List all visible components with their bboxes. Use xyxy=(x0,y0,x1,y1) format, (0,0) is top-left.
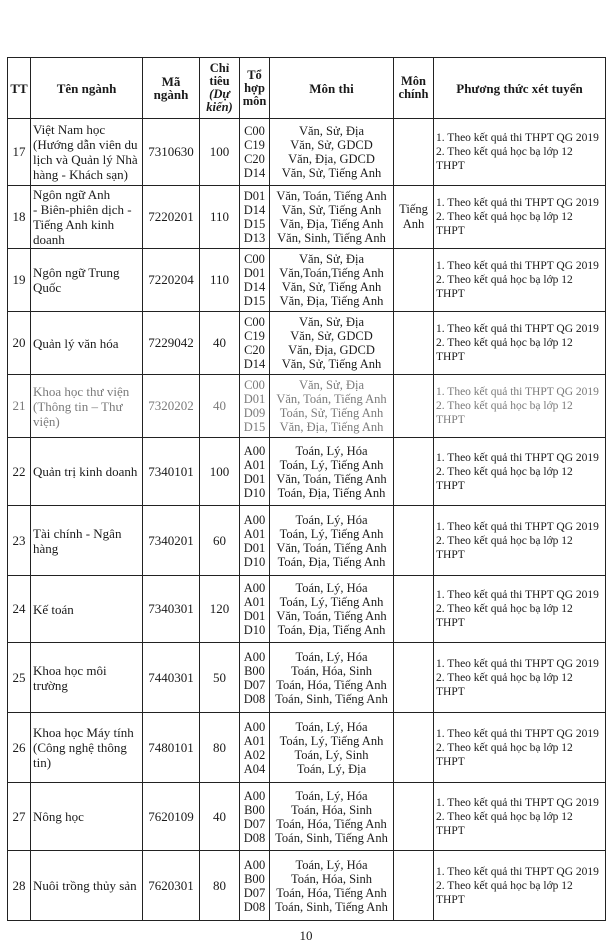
combo-cell xyxy=(240,643,270,713)
combo-code: D10 xyxy=(243,485,266,500)
row-number: 21 xyxy=(8,375,31,438)
row-number: 25 xyxy=(8,643,31,713)
header-subjects: Môn thi xyxy=(270,58,394,119)
combo-cell xyxy=(240,438,270,506)
quota-value: 50 xyxy=(200,643,240,713)
combo-cell xyxy=(240,249,270,312)
combo-code: B00 xyxy=(244,802,265,817)
subject-combination: Văn, Sử, Địa xyxy=(298,124,365,138)
table-row xyxy=(8,119,606,186)
admission-method: 1. Theo kết quả thi THPT QG 2019 xyxy=(436,796,599,809)
row-number: 23 xyxy=(8,506,31,576)
method-cell xyxy=(434,249,606,312)
combo-cell xyxy=(240,783,270,851)
row-number: 27 xyxy=(8,783,31,851)
admission-method: 2. Theo kết quả học bạ lớp 12 xyxy=(436,400,573,412)
header-quota-word: Chỉ tiêu xyxy=(209,61,230,88)
subject-combination: Toán, Hóa, Tiếng Anh xyxy=(276,677,387,692)
major-code: 7220204 xyxy=(143,249,200,312)
combo-cell xyxy=(240,506,270,576)
subjects-cell xyxy=(270,186,394,249)
subject-combination: Toán, Lý, Tiếng Anh xyxy=(279,595,384,609)
row-number: 17 xyxy=(8,119,31,186)
subjects-cell xyxy=(270,312,394,375)
header-row xyxy=(8,58,606,119)
major-name-cell xyxy=(31,713,143,783)
major-name: Quản trị kinh doanh xyxy=(33,464,138,479)
subject-combination: Toán, Lý, Hóa xyxy=(295,512,368,527)
combo-code: A00 xyxy=(243,719,266,734)
major-code: 7340101 xyxy=(143,438,200,506)
table-body xyxy=(8,119,606,921)
combo-code: D15 xyxy=(243,217,266,231)
subject-combination: Văn, Địa, GDCD xyxy=(288,152,375,166)
subjects-cell xyxy=(270,783,394,851)
quota-value: 40 xyxy=(200,375,240,438)
combo-code: C20 xyxy=(244,343,265,357)
admission-method: 1. Theo kết quả thi THPT QG 2019 xyxy=(436,657,599,670)
combo-code: D10 xyxy=(243,554,266,569)
subject-combination: Văn, Sử, Địa xyxy=(298,252,365,266)
row-number: 20 xyxy=(8,312,31,375)
main-subject xyxy=(394,643,434,713)
combo-code: A00 xyxy=(243,788,266,803)
combo-code: D01 xyxy=(243,609,266,623)
subject-combination: Toán, Lý, Tiếng Anh xyxy=(279,733,384,748)
admission-method: 1. Theo kết quả thi THPT QG 2019 xyxy=(436,260,599,272)
combo-cell xyxy=(240,576,270,643)
major-code: 7620109 xyxy=(143,783,200,851)
method-cell xyxy=(434,186,606,249)
subject-combination: Toán, Lý, Tiếng Anh xyxy=(279,526,384,541)
admission-method: 2. Theo kết quả học bạ lớp 12 xyxy=(436,146,573,158)
subject-combination: Toán, Lý, Hóa xyxy=(295,857,368,872)
subject-combination: Toán, Sử, Tiếng Anh xyxy=(279,406,384,420)
admission-method: 2. Theo kết quả học bạ lớp 12 xyxy=(436,603,573,615)
admission-method: 2. Theo kết quả học bạ lớp 12 xyxy=(436,741,573,754)
main-subject xyxy=(394,375,434,438)
method-cell xyxy=(434,312,606,375)
page-number: 10 xyxy=(299,928,313,943)
main-subject xyxy=(394,438,434,506)
major-name-cell xyxy=(31,576,143,643)
major-name-cell xyxy=(31,438,143,506)
combo-code: B00 xyxy=(244,871,265,886)
quota-value: 110 xyxy=(200,249,240,312)
admission-method: THPT xyxy=(436,414,465,426)
combo-code: A01 xyxy=(243,526,266,541)
subject-combination: Toán, Địa, Tiếng Anh xyxy=(277,554,386,569)
quota-value: 100 xyxy=(200,438,240,506)
quota-value: 40 xyxy=(200,783,240,851)
combo-code: D14 xyxy=(243,166,266,180)
major-code: 7620301 xyxy=(143,851,200,921)
subjects-cell xyxy=(270,249,394,312)
subject-combination: Toán, Hóa, Tiếng Anh xyxy=(276,816,387,831)
admission-method: THPT xyxy=(436,288,465,300)
major-code: 7480101 xyxy=(143,713,200,783)
header-main-subject: Môn chính xyxy=(394,58,434,119)
admission-method: THPT xyxy=(436,225,465,237)
major-note: (Hướng dẫn viên du lịch và Quản lý Nhà hàng - Khách sạn) xyxy=(33,137,138,182)
subject-combination: Toán, Sinh, Tiếng Anh xyxy=(275,899,388,914)
subject-combination: Văn,Toán,Tiếng Anh xyxy=(279,266,384,280)
major-name-cell xyxy=(31,851,143,921)
admission-method: 2. Theo kết quả học bạ lớp 12 xyxy=(436,211,573,223)
subjects-cell xyxy=(270,576,394,643)
header-combo: Tổ hợp môn xyxy=(240,58,270,119)
combo-code: D14 xyxy=(243,280,266,294)
subjects-cell xyxy=(270,438,394,506)
subject-combination: Toán, Lý, Hóa xyxy=(295,649,368,664)
combo-cell xyxy=(240,119,270,186)
combo-code: A04 xyxy=(243,761,266,776)
combo-code: A00 xyxy=(243,443,266,458)
major-name: Quản lý văn hóa xyxy=(33,335,119,351)
main-subject xyxy=(394,851,434,921)
combo-code: A01 xyxy=(243,595,266,609)
subject-combination: Toán, Hóa, Tiếng Anh xyxy=(276,885,387,900)
major-name: Việt Nam học xyxy=(33,122,106,137)
main-subject xyxy=(394,119,434,186)
subjects-cell xyxy=(270,713,394,783)
row-number: 28 xyxy=(8,851,31,921)
method-cell xyxy=(434,119,606,186)
subject-combination: Văn, Sử, Địa xyxy=(298,315,365,329)
subject-combination: Toán, Lý, Hóa xyxy=(295,443,368,458)
combo-code: D14 xyxy=(243,357,266,371)
major-name: Ngôn ngữ Trung Quốc xyxy=(33,265,120,295)
admissions-table xyxy=(7,57,606,921)
table-row xyxy=(8,375,606,438)
subjects-cell xyxy=(270,506,394,576)
subject-combination: Toán, Hóa, Sinh xyxy=(290,663,373,678)
header-quota-paren: (Dự kiến) xyxy=(206,87,233,114)
combo-code: B00 xyxy=(244,663,265,678)
combo-code: A02 xyxy=(243,747,266,762)
combo-code: D13 xyxy=(243,231,266,245)
subject-combination: Toán, Lý, Địa xyxy=(296,761,367,776)
subject-combination: Toán, Địa, Tiếng Anh xyxy=(277,623,386,637)
combo-code: C20 xyxy=(244,152,265,166)
method-cell xyxy=(434,713,606,783)
major-code: 7229042 xyxy=(143,312,200,375)
combo-cell xyxy=(240,375,270,438)
major-name-cell xyxy=(31,783,143,851)
combo-code: D01 xyxy=(243,540,266,555)
major-name: Khoa học môi trường xyxy=(33,662,107,693)
quota-value: 100 xyxy=(200,119,240,186)
admission-method: THPT xyxy=(436,351,465,363)
major-name-cell xyxy=(31,186,143,249)
combo-code: D01 xyxy=(243,189,266,203)
subject-combination: Toán, Sinh, Tiếng Anh xyxy=(275,830,388,845)
major-name-cell xyxy=(31,643,143,713)
combo-code: D14 xyxy=(243,203,266,217)
subject-combination: Toán, Hóa, Sinh xyxy=(290,871,373,886)
combo-code: D07 xyxy=(243,816,266,831)
method-cell xyxy=(434,643,606,713)
admission-method: 1. Theo kết quả thi THPT QG 2019 xyxy=(436,865,599,878)
major-note: - Biên-phiên dịch - Tiếng Anh kinh doanh xyxy=(33,202,132,247)
subject-combination: Toán, Lý, Hóa xyxy=(295,788,368,803)
subject-combination: Văn, Địa, GDCD xyxy=(288,343,375,357)
admission-method: 1. Theo kết quả thi THPT QG 2019 xyxy=(436,451,599,464)
subjects-cell xyxy=(270,375,394,438)
admission-method: 1. Theo kết quả thi THPT QG 2019 xyxy=(436,132,599,144)
admission-method: 1. Theo kết quả thi THPT QG 2019 xyxy=(436,727,599,740)
table-row xyxy=(8,643,606,713)
combo-code: D15 xyxy=(243,294,266,308)
header-tt: TT xyxy=(8,58,31,119)
combo-code: A00 xyxy=(243,857,266,872)
table-row xyxy=(8,312,606,375)
table-row xyxy=(8,438,606,506)
method-cell xyxy=(434,851,606,921)
admission-method: 1. Theo kết quả thi THPT QG 2019 xyxy=(436,323,599,335)
admission-method: THPT xyxy=(436,893,465,906)
combo-code: C00 xyxy=(244,315,265,329)
main-subject xyxy=(394,576,434,643)
quota-value: 120 xyxy=(200,576,240,643)
admission-method: THPT xyxy=(436,479,465,492)
main-subject xyxy=(394,783,434,851)
subject-combination: Toán, Sinh, Tiếng Anh xyxy=(275,691,388,706)
quota-value: 60 xyxy=(200,506,240,576)
main-subject xyxy=(394,249,434,312)
major-name: Khoa học thư viện xyxy=(33,383,130,399)
combo-code: D08 xyxy=(243,899,266,914)
subject-combination: Toán, Hóa, Sinh xyxy=(290,802,373,817)
major-name: Nuôi trồng thủy sản xyxy=(33,878,137,893)
combo-code: D08 xyxy=(243,830,266,845)
row-number: 22 xyxy=(8,438,31,506)
combo-code: D09 xyxy=(243,406,266,420)
subject-combination: Văn, Sử, GDCD xyxy=(290,329,373,343)
table-row xyxy=(8,851,606,921)
subject-combination: Toán, Lý, Hóa xyxy=(295,719,368,734)
quota-value: 80 xyxy=(200,713,240,783)
combo-code: C19 xyxy=(244,329,265,343)
combo-code: D01 xyxy=(243,392,266,406)
major-name: Khoa học Máy tính xyxy=(33,725,134,740)
subject-combination: Toán, Lý, Hóa xyxy=(295,581,368,595)
combo-cell xyxy=(240,713,270,783)
major-name-cell xyxy=(31,312,143,375)
combo-code: D10 xyxy=(243,623,266,637)
admission-method: 1. Theo kết quả thi THPT QG 2019 xyxy=(436,197,599,209)
combo-code: C00 xyxy=(244,124,265,138)
subjects-cell xyxy=(270,119,394,186)
combo-code: A00 xyxy=(243,581,266,595)
row-number: 18 xyxy=(8,186,31,249)
table-row xyxy=(8,576,606,643)
row-number: 24 xyxy=(8,576,31,643)
subjects-cell xyxy=(270,851,394,921)
combo-code: D01 xyxy=(243,266,266,280)
major-code: 7440301 xyxy=(143,643,200,713)
admission-method: 1. Theo kết quả thi THPT QG 2019 xyxy=(436,386,599,398)
method-cell xyxy=(434,576,606,643)
row-number: 19 xyxy=(8,249,31,312)
admission-method: 1. Theo kết quả thi THPT QG 2019 xyxy=(436,520,599,533)
combo-code: A01 xyxy=(243,733,266,748)
combo-code: A00 xyxy=(243,512,266,527)
combo-code: D07 xyxy=(243,885,266,900)
subject-combination: Văn, Sử, Địa xyxy=(298,378,365,392)
major-note: (Thông tin – Thư viện) xyxy=(33,398,123,429)
main-subject xyxy=(394,312,434,375)
subject-combination: Văn, Sử, Tiếng Anh xyxy=(281,166,382,180)
subject-combination: Văn, Toán, Tiếng Anh xyxy=(276,609,387,623)
subject-combination: Văn, Sử, Tiếng Anh xyxy=(281,203,382,217)
quota-value: 80 xyxy=(200,851,240,921)
admission-method: THPT xyxy=(436,685,465,698)
subject-combination: Văn, Sinh, Tiếng Anh xyxy=(277,231,386,245)
subject-combination: Văn, Địa, Tiếng Anh xyxy=(279,217,384,231)
combo-code: C00 xyxy=(244,252,265,266)
major-name: Nông học xyxy=(33,809,84,824)
major-code: 7340201 xyxy=(143,506,200,576)
admission-method: 2. Theo kết quả học bạ lớp 12 xyxy=(436,534,573,547)
combo-code: D01 xyxy=(243,471,266,486)
table-row xyxy=(8,186,606,249)
subject-combination: Văn, Toán, Tiếng Anh xyxy=(276,540,387,555)
combo-code: D08 xyxy=(243,691,266,706)
subject-combination: Văn, Toán, Tiếng Anh xyxy=(276,189,387,203)
combo-cell xyxy=(240,851,270,921)
header-method: Phương thức xét tuyển xyxy=(434,58,606,119)
admission-method: THPT xyxy=(436,617,465,629)
row-number: 26 xyxy=(8,713,31,783)
combo-cell xyxy=(240,186,270,249)
method-cell xyxy=(434,438,606,506)
table-row xyxy=(8,506,606,576)
subject-combination: Toán, Lý, Sinh xyxy=(294,747,369,762)
admission-method: THPT xyxy=(436,160,465,172)
method-cell xyxy=(434,506,606,576)
subject-combination: Văn, Sử, GDCD xyxy=(290,138,373,152)
combo-cell xyxy=(240,312,270,375)
subject-combination: Văn, Địa, Tiếng Anh xyxy=(279,420,384,434)
subjects-cell xyxy=(270,643,394,713)
subject-combination: Toán, Địa, Tiếng Anh xyxy=(277,485,386,500)
quota-value: 40 xyxy=(200,312,240,375)
admission-method: 2. Theo kết quả học bạ lớp 12 xyxy=(436,274,573,286)
main-subject xyxy=(394,713,434,783)
header-name: Tên ngành xyxy=(31,58,143,119)
major-name-cell xyxy=(31,506,143,576)
major-name-cell xyxy=(31,119,143,186)
table-row xyxy=(8,249,606,312)
method-cell xyxy=(434,375,606,438)
combo-code: D15 xyxy=(243,420,266,434)
subject-combination: Toán, Lý, Tiếng Anh xyxy=(279,457,384,472)
combo-code: A00 xyxy=(243,649,266,664)
admission-method: 2. Theo kết quả học bạ lớp 12 xyxy=(436,879,573,892)
major-name: Ngôn ngữ Anh xyxy=(33,187,111,202)
main-subject xyxy=(394,506,434,576)
major-code: 7310630 xyxy=(143,119,200,186)
admission-method: THPT xyxy=(436,824,465,837)
major-note: (Công nghệ thông tin) xyxy=(33,740,127,770)
subject-combination: Văn, Sử, Tiếng Anh xyxy=(281,280,382,294)
major-code: 7220201 xyxy=(143,186,200,249)
combo-code: C19 xyxy=(244,138,265,152)
major-code: 7320202 xyxy=(143,375,200,438)
quota-value: 110 xyxy=(200,186,240,249)
admission-method: THPT xyxy=(436,755,465,768)
main-subject: Tiếng Anh xyxy=(394,186,434,249)
major-name-cell xyxy=(31,249,143,312)
major-code: 7340301 xyxy=(143,576,200,643)
subject-combination: Văn, Toán, Tiếng Anh xyxy=(276,392,387,406)
combo-code: C00 xyxy=(244,378,265,392)
major-name: Kế toán xyxy=(33,601,74,617)
subject-combination: Văn, Địa, Tiếng Anh xyxy=(279,294,384,308)
major-name-cell xyxy=(31,375,143,438)
admission-method: 2. Theo kết quả học bạ lớp 12 xyxy=(436,671,573,684)
subject-combination: Văn, Toán, Tiếng Anh xyxy=(276,471,387,486)
method-cell xyxy=(434,783,606,851)
header-quota xyxy=(200,58,240,119)
table-row xyxy=(8,783,606,851)
admission-method: THPT xyxy=(436,548,465,561)
admission-method: 2. Theo kết quả học bạ lớp 12 xyxy=(436,810,573,823)
admission-method: 2. Theo kết quả học bạ lớp 12 xyxy=(436,337,573,349)
subject-combination: Văn, Sử, Tiếng Anh xyxy=(281,357,382,371)
admission-method: 2. Theo kết quả học bạ lớp 12 xyxy=(436,465,573,478)
admission-method: 1. Theo kết quả thi THPT QG 2019 xyxy=(436,589,599,601)
combo-code: A01 xyxy=(243,457,266,472)
header-code: Mã ngành xyxy=(143,58,200,119)
major-name: Tài chính - Ngân hàng xyxy=(33,525,122,556)
combo-code: D07 xyxy=(243,677,266,692)
table-row xyxy=(8,713,606,783)
